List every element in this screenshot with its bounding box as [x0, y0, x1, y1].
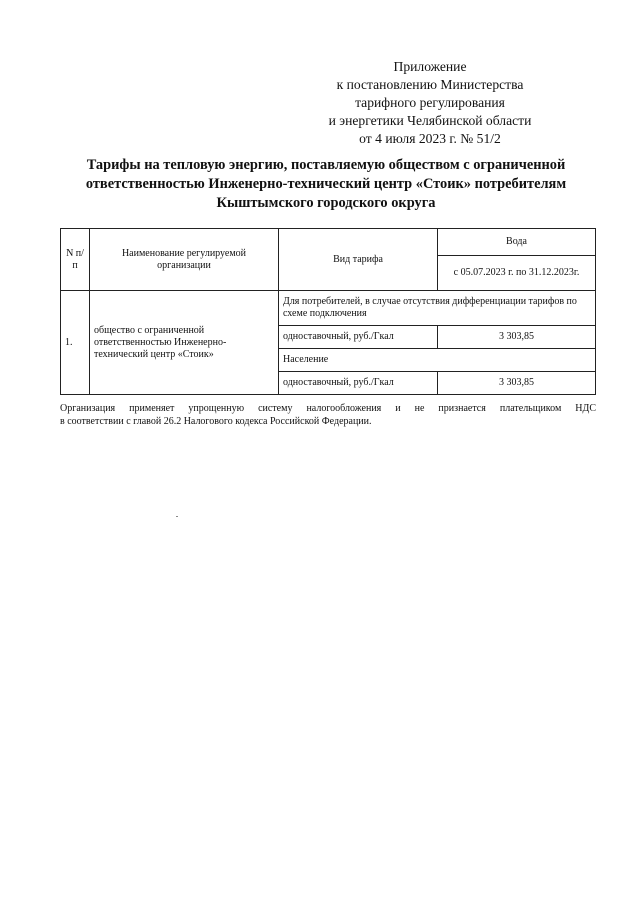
table-row — [61, 291, 596, 326]
table-header-row — [61, 229, 596, 256]
header-number: N п/п — [61, 229, 90, 291]
tariff-kind-cell: одноставочный, руб./Гкал — [279, 372, 438, 395]
appendix-header — [280, 58, 580, 148]
row-number: 1. — [61, 291, 90, 395]
document-title — [56, 156, 596, 213]
tariff-kind-cell: одноставочный, руб./Гкал — [279, 326, 438, 349]
header-organization: Наименование регулируемой организации — [90, 229, 279, 291]
appendix-line: Приложение — [393, 59, 467, 74]
appendix-date-line: от 4 июля 2023 г. № 51/2 — [359, 131, 501, 146]
tariff-value-cell: 3 303,85 — [438, 372, 596, 395]
title-line: Кыштымского городского округа — [216, 195, 436, 211]
scan-speck — [176, 516, 178, 517]
tariff-value-cell: 3 303,85 — [438, 326, 596, 349]
header-water: Вода — [438, 229, 596, 256]
header-period: с 05.07.2023 г. по 31.12.2023г. — [438, 256, 596, 291]
tariff-table — [60, 228, 596, 395]
appendix-line: тарифного регулирования — [355, 95, 505, 110]
title-line: ответственностью Инженерно-технический центр «Стоик» потребителям — [85, 176, 567, 192]
row-organization: общество с ограниченной ответственностью Инженерно-технический центр «Стоик» — [90, 291, 279, 395]
appendix-line: и энергетики Челябинской области — [328, 113, 532, 128]
title-line: Тарифы на тепловую энергию, поставляемую обществом с ограниченной — [86, 157, 566, 173]
footnote — [60, 402, 596, 428]
consumer-group-label: Для потребителей, в случае отсутствия дифференциации тарифов по схеме подключения — [279, 291, 596, 326]
footnote-line: Организация применяет упрощенную систему налогообложения и не признается плательщиком НДС — [60, 403, 596, 414]
footnote-line: в соответствии с главой 26.2 Налогового кодекса Российской Федерации. — [60, 416, 372, 427]
appendix-line: к постановлению Министерства — [336, 77, 524, 92]
consumer-group-label: Население — [279, 349, 596, 372]
header-tariff-kind: Вид тарифа — [279, 229, 438, 291]
